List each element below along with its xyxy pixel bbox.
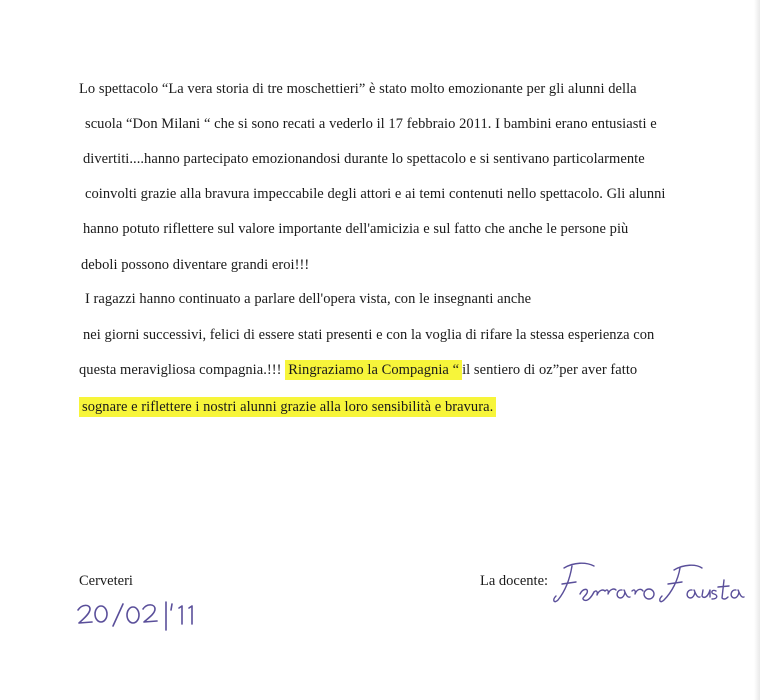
body-line-9-plain: questa meravigliosa compagnia.!!! [79, 362, 286, 378]
body-line-1: Lo spettacolo “La vera storia di tre moschettieri” è stato molto emozionante per gli alunni della [79, 81, 637, 97]
body-line-3: divertiti....hanno partecipato emozionandosi durante lo spettacolo e si sentivano particolarmente [83, 151, 645, 167]
body-line-2: scuola “Don Milani “ che si sono recati a vederlo il 17 febbraio 2011. I bambini erano entusiasti e [85, 116, 657, 132]
teacher-label: La docente: [480, 573, 549, 589]
page-edge-shadow [754, 0, 760, 700]
place-name: Cerveteri [79, 573, 133, 589]
body-line-5: hanno potuto riflettere sul valore importante dell'amicizia e sul fatto che anche le persone più [83, 221, 629, 237]
handwritten-date [76, 598, 206, 634]
highlighted-text: sognare e riflettere i nostri alunni grazie alla loro sensibilità e bravura. [79, 397, 496, 417]
body-line-4: coinvolti grazie alla bravura impeccabile degli attori e ai temi contenuti nello spettacolo. Gli alunni [85, 186, 666, 202]
body-line-9 [79, 361, 637, 379]
body-line-9-rest: il sentiero di oz”per aver fatto [462, 362, 638, 378]
highlighted-text: Ringraziamo la Compagnia “ [285, 360, 462, 380]
body-line-6: deboli possono diventare grandi eroi!!! [81, 257, 310, 273]
teacher-signature [550, 560, 745, 616]
body-line-10 [79, 398, 496, 416]
body-line-8: nei giorni successivi, felici di essere stati presenti e con la voglia di rifare la stessa esperienza con [83, 327, 655, 343]
body-line-7: I ragazzi hanno continuato a parlare dell'opera vista, con le insegnanti anche [85, 291, 532, 307]
